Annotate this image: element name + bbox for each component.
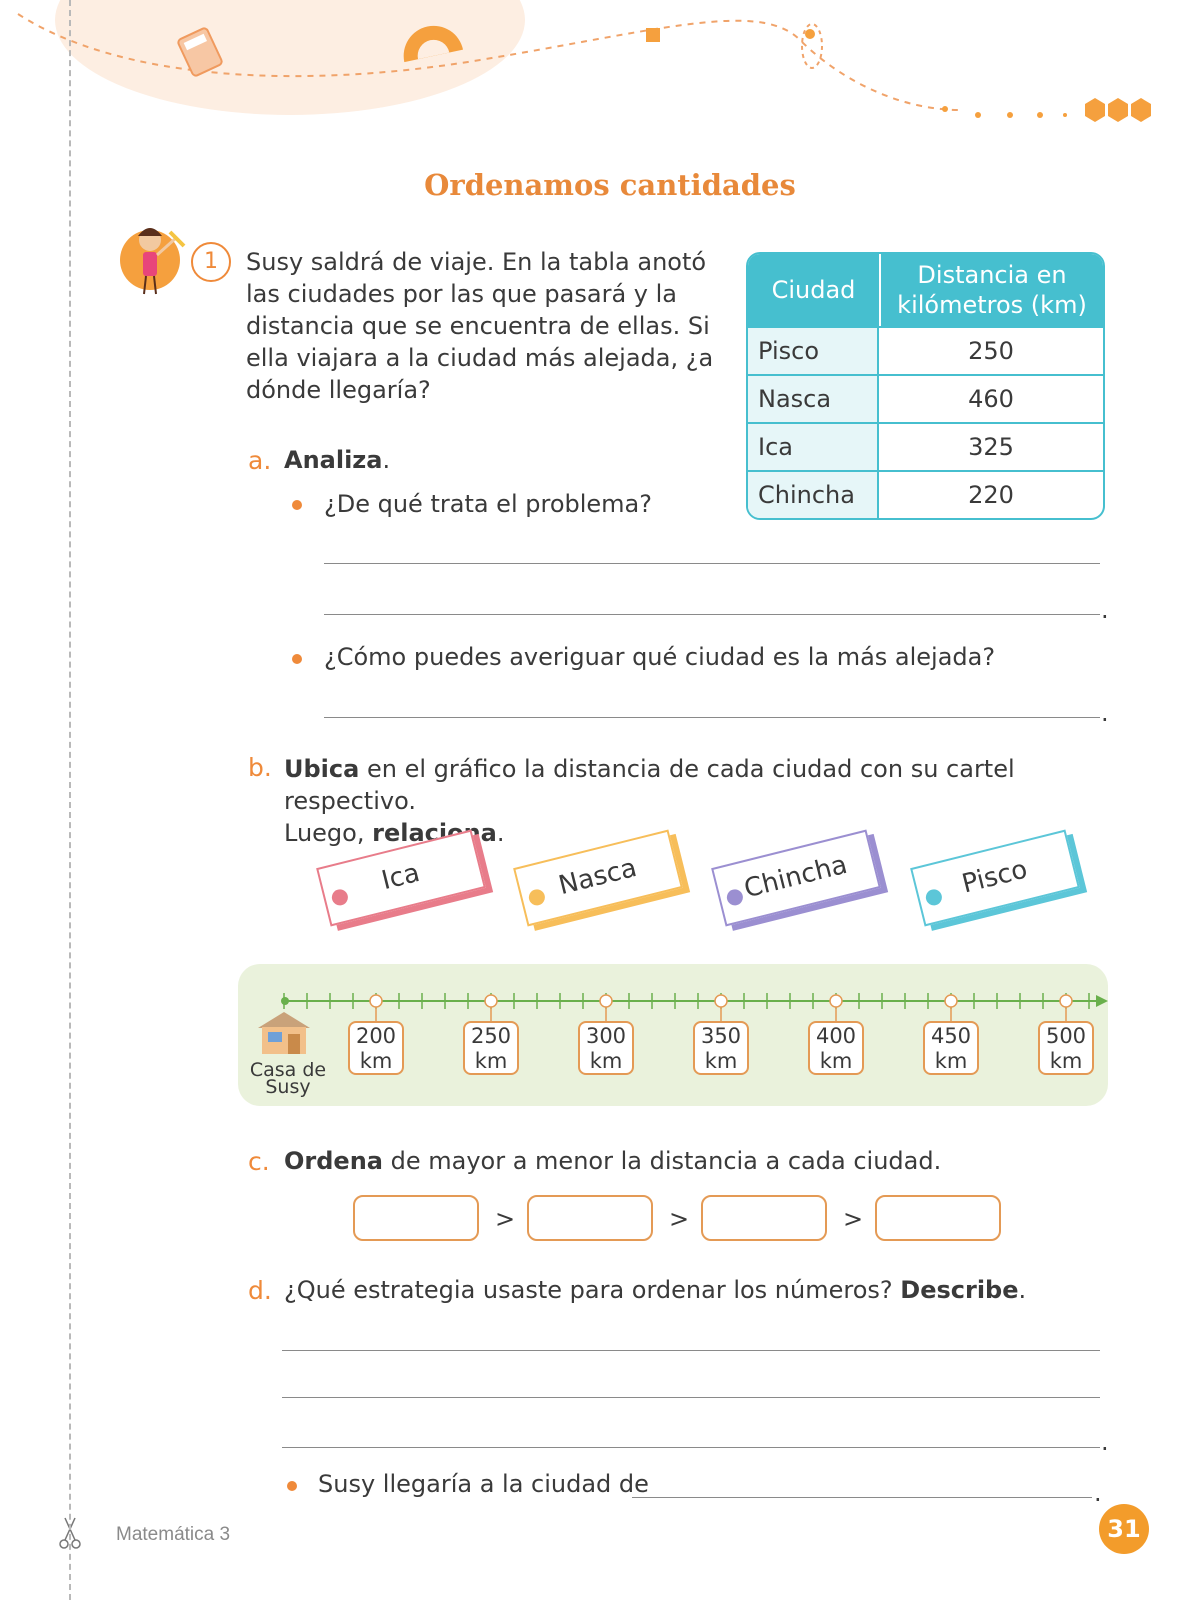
part-c-letter: c.: [248, 1147, 270, 1176]
bullet-icon: [287, 1481, 297, 1491]
table-header-city: Ciudad: [748, 254, 879, 326]
part-d-instruction: [284, 1276, 1026, 1304]
part-a-tail: .: [382, 446, 391, 474]
problem-number: 1: [191, 242, 231, 282]
page-title: Ordenamos cantidades: [424, 168, 796, 202]
km-label: [693, 1021, 749, 1075]
card-label: Pisco: [959, 854, 1031, 900]
major-tick: [945, 995, 957, 1007]
km-unit: km: [589, 1049, 623, 1073]
card-label: Ica: [378, 857, 423, 897]
km-unit: km: [934, 1049, 968, 1073]
card-label: Chincha: [741, 849, 851, 905]
part-d-letter: d.: [248, 1276, 272, 1305]
part-d-text: ¿Qué estrategia usaste para ordenar los números?: [284, 1276, 901, 1304]
part-c-text: de mayor a menor la distancia a cada ciudad.: [382, 1147, 942, 1175]
part-b-verb1: Ubica: [284, 755, 360, 783]
part-c-verb: Ordena: [284, 1147, 383, 1175]
part-b-text2: Luego,: [284, 819, 373, 847]
arrow-icon: [1096, 995, 1108, 1007]
km-label: [578, 1021, 634, 1075]
km-unit: km: [1049, 1049, 1083, 1073]
answer-line[interactable]: [282, 1447, 1100, 1448]
km-value: 450: [930, 1024, 972, 1048]
table-cell-city: Chincha: [748, 470, 879, 518]
part-c-instruction: [284, 1147, 941, 1175]
km-value: 200: [355, 1024, 397, 1048]
km-unit: km: [474, 1049, 508, 1073]
table-cell-distance: 460: [879, 374, 1103, 422]
km-value: 300: [585, 1024, 627, 1048]
period: .: [1101, 699, 1109, 727]
major-tick: [715, 995, 727, 1007]
part-a-letter: a.: [248, 446, 272, 475]
table-cell-distance: 220: [879, 470, 1103, 518]
table-cell-city: Nasca: [748, 374, 879, 422]
house-icon: [256, 1010, 312, 1056]
part-d-tail: .: [1018, 1276, 1027, 1304]
table-cell-city: Ica: [748, 422, 879, 470]
period: .: [1101, 1428, 1109, 1456]
km-value: 250: [470, 1024, 512, 1048]
order-box-3[interactable]: [701, 1195, 827, 1241]
answer-line[interactable]: [282, 1350, 1100, 1351]
period: .: [1094, 1479, 1102, 1507]
period: .: [1101, 596, 1109, 624]
km-label: [463, 1021, 519, 1075]
km-value: 500: [1045, 1024, 1087, 1048]
answer-line[interactable]: [632, 1497, 1092, 1498]
answer-line[interactable]: [282, 1397, 1100, 1398]
problem-text: Susy saldrá de viaje. En la tabla anotó las ciudades por las que pasará y la distancia que se encuentra de ellas. Si ella viajara a la ciudad más alejada, ¿a dónde llegaría?: [246, 248, 714, 404]
house-label: Casa de Susy: [249, 1059, 327, 1098]
km-unit: km: [704, 1049, 738, 1073]
part-d-verb: Describe: [900, 1276, 1019, 1304]
part-b-text1: en el gráfico la distancia de cada ciudad con su cartel respectivo.: [284, 755, 1015, 815]
table-cell-distance: 325: [879, 422, 1103, 470]
greater-than-symbol: >: [495, 1205, 516, 1233]
page-number: 31: [1099, 1504, 1149, 1554]
major-tick: [600, 995, 612, 1007]
km-label: [1038, 1021, 1094, 1075]
km-unit: km: [359, 1049, 393, 1073]
km-label: [348, 1021, 404, 1075]
greater-than-symbol: >: [669, 1205, 690, 1233]
final-prompt: Susy llegaría a la ciudad de: [318, 1470, 649, 1498]
table-header-distance: Distancia en kilómetros (km): [879, 254, 1103, 326]
start-point: [281, 997, 289, 1005]
major-tick: [830, 995, 842, 1007]
part-b-verb2: relaciona: [372, 819, 497, 847]
order-box-1[interactable]: [353, 1195, 479, 1241]
greater-than-symbol: >: [843, 1205, 864, 1233]
question-a1: ¿De qué trata el problema?: [324, 490, 652, 518]
km-unit: km: [819, 1049, 853, 1073]
km-label: [923, 1021, 979, 1075]
km-value: 400: [815, 1024, 857, 1048]
part-a-verb: Analiza: [284, 446, 383, 474]
major-tick: [1060, 995, 1072, 1007]
table-cell-distance: 250: [879, 326, 1103, 374]
question-a2: ¿Cómo puedes averiguar qué ciudad es la más alejada?: [324, 643, 996, 671]
km-label: [808, 1021, 864, 1075]
card-label: Nasca: [555, 852, 640, 902]
part-b-tail: .: [496, 819, 505, 847]
order-box-4[interactable]: [875, 1195, 1001, 1241]
table-cell-city: Pisco: [748, 326, 879, 374]
part-b-letter: b.: [248, 753, 272, 782]
order-box-2[interactable]: [527, 1195, 653, 1241]
major-tick: [485, 995, 497, 1007]
major-tick: [370, 995, 382, 1007]
footer-label: Matemática 3: [116, 1524, 231, 1545]
km-value: 350: [700, 1024, 742, 1048]
